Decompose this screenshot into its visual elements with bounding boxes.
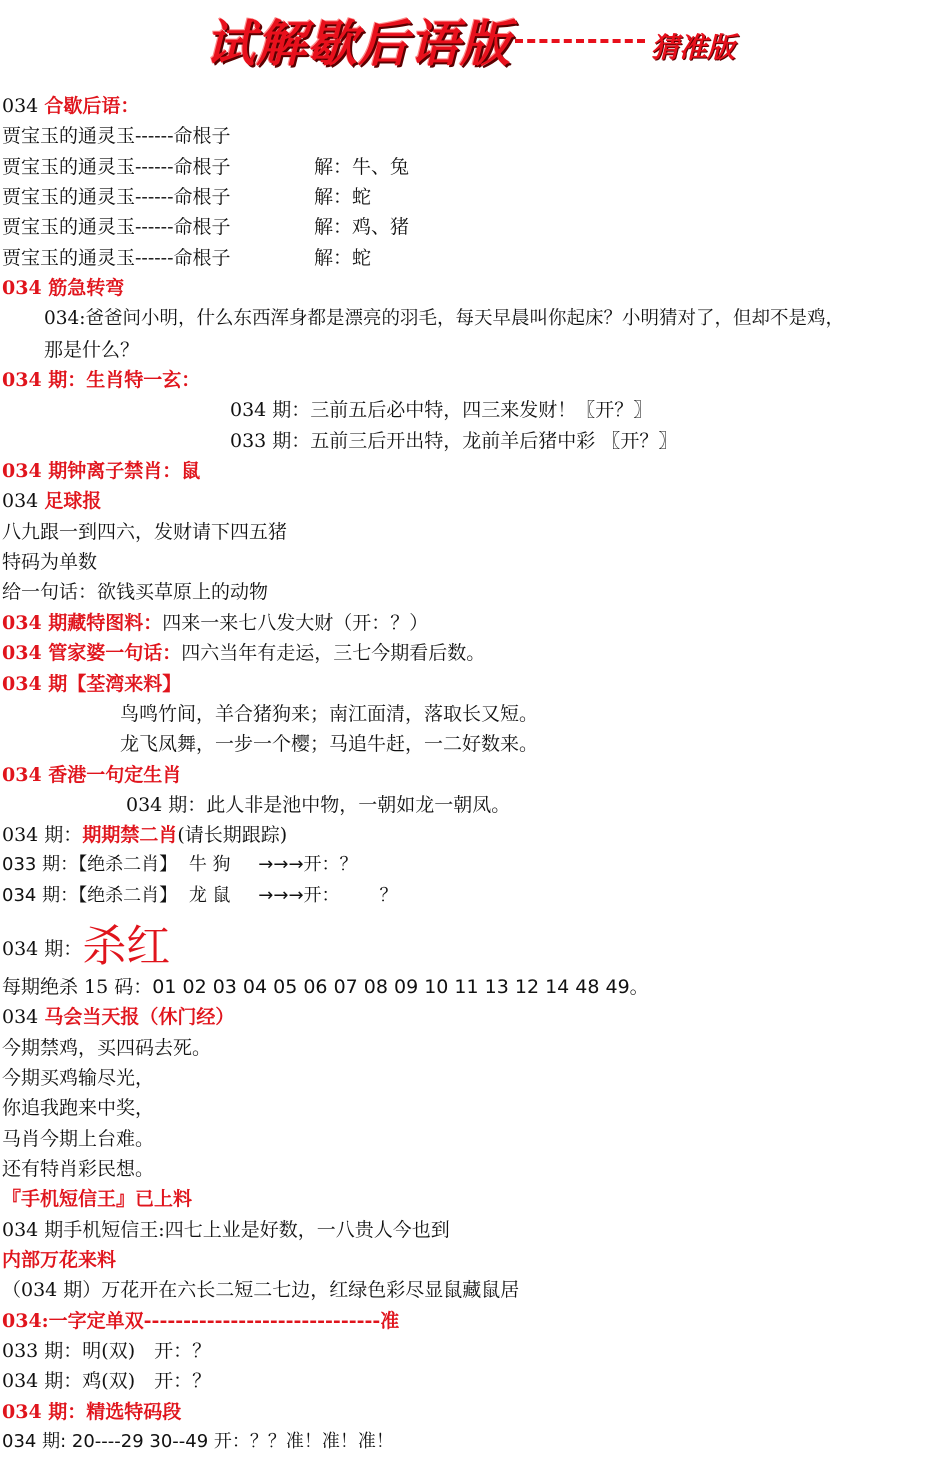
jockey-line: 今期禁鸡，买四码去死。	[2, 1037, 212, 1059]
riddle-answer: 解：蛇	[314, 247, 372, 269]
ban-two-result: ？	[379, 885, 398, 906]
section-tsuen-wan-head: 034 期【荃湾来料】	[2, 673, 182, 695]
brain-teaser-line: 那是什么？	[44, 339, 140, 361]
housekeeper-text: 四六当年有走运，三七今期看后数。	[181, 642, 486, 664]
ban-two-animals: 龙 鼠	[188, 885, 231, 906]
section-brain-teaser-head: 034 筋急转弯	[2, 277, 125, 299]
section-football-head	[2, 487, 101, 515]
ban-two-animals: 牛 狗	[188, 854, 231, 875]
head-number: 034	[2, 490, 39, 512]
head-label: 足球报	[44, 490, 102, 512]
section-jockey-head	[2, 1003, 234, 1031]
section-kill-numbers	[2, 973, 649, 1001]
head-number: 034 期：	[2, 938, 83, 960]
brain-teaser-line: 034:爸爸问小明，什么东西浑身都是漂亮的羽毛，每天早晨叫你起床？小明猜对了，但却不是鸡，	[44, 308, 845, 329]
head-label: 034 管家婆一句话：	[2, 642, 182, 664]
football-line: 特码为单数	[2, 551, 98, 573]
ban-two-prefix: 033 期：【绝杀二肖】	[2, 854, 178, 875]
head-label: 034 期藏特图料：	[2, 612, 163, 634]
jockey-line: 马肖今期上台难。	[2, 1128, 155, 1150]
riddle-answer: 解：牛、兔	[314, 156, 410, 178]
section-housekeeper	[2, 639, 485, 667]
section-riddle-head	[2, 92, 139, 120]
section-odd-even-head: 034:一字定单双------------------------------准	[2, 1310, 400, 1332]
riddle-row	[2, 244, 602, 272]
sms-line: 034 期手机短信王:四七上业是好数，一八贵人今也到	[2, 1219, 450, 1241]
riddle-answer: 解：鸡、猪	[314, 216, 410, 238]
page-title	[205, 14, 735, 74]
title-main: 试解歇后语版	[205, 15, 511, 73]
hk-line: 034 期：此人非是池中物，一朝如龙一朝凤。	[126, 794, 511, 816]
riddle-row	[2, 122, 231, 150]
section-hidden-code	[2, 609, 428, 637]
tsuen-wan-line: 鸟鸣竹间，羊合猪狗来；南江面清，落取长又短。	[120, 703, 539, 725]
zodiac-line: 034 期：三前五后必中特，四三来发财！〖开？〗	[230, 399, 653, 421]
riddle-text: 贾宝玉的通灵玉------命根子	[2, 156, 231, 178]
ban-two-result: ？	[339, 854, 358, 875]
riddle-text: 贾宝玉的通灵玉------命根子	[2, 125, 231, 147]
ban-two-prefix: 034 期：【绝杀二肖】	[2, 885, 178, 906]
title-sub: 猜准版	[651, 31, 736, 64]
title-dash-divider	[515, 39, 645, 43]
special-range-line: 034 期: 20----29 30--49 开：？？准！准！准！	[2, 1431, 394, 1452]
head-number: 034	[2, 1006, 39, 1028]
ban-two-row	[2, 882, 398, 910]
riddle-answer: 解：蛇	[314, 186, 372, 208]
head-label: 期期禁二肖	[82, 824, 178, 846]
riddle-row	[2, 213, 602, 241]
section-ban-two	[2, 821, 287, 849]
riddle-text: 贾宝玉的通灵玉------命根子	[2, 186, 231, 208]
ban-two-arrows: →→→开：	[258, 854, 340, 875]
hidden-code-text: 四来一来七八发大财（开：？）	[162, 612, 429, 634]
kill-numbers: 01 02 03 04 05 06 07 08 09 10 11 13 12 14 48 49。	[152, 976, 649, 998]
riddle-row	[2, 153, 602, 181]
section-sms-head: 『手机短信王』已上料	[2, 1188, 193, 1210]
head-label: 合歇后语：	[44, 95, 140, 117]
riddle-row	[2, 183, 602, 211]
riddle-text: 贾宝玉的通灵玉------命根子	[2, 216, 231, 238]
section-zodiac-head: 034 期：生肖特一玄：	[2, 369, 201, 391]
jockey-line: 你追我跑来中奖，	[2, 1097, 155, 1119]
head-note: (请长期跟踪)	[177, 824, 288, 846]
ban-two-arrows: →→→开：	[258, 885, 340, 906]
head-label: 马会当天报（休门经）	[44, 1006, 235, 1028]
riddle-text: 贾宝玉的通灵玉------命根子	[2, 247, 231, 269]
section-hk-head: 034 香港一句定生肖	[2, 764, 182, 786]
odd-even-row: 034 期：鸡(双) 开：？	[2, 1370, 212, 1392]
jockey-line: 还有特肖彩民想。	[2, 1158, 155, 1180]
zodiac-line: 033 期：五前三后开出特，龙前羊后猪中彩 〖开？〗	[230, 430, 678, 452]
wanhua-line: （034 期）万花开在六长二短二七边，红绿色彩尽显鼠藏鼠居	[2, 1279, 520, 1301]
head-number: 034	[2, 95, 39, 117]
section-wanhua-head: 内部万花来料	[2, 1249, 117, 1271]
head-label: 每期绝杀 15 码：	[2, 976, 153, 998]
jockey-line: 今期买鸡输尽光，	[2, 1067, 155, 1089]
tsuen-wan-line: 龙飞凤舞，一步一个樱；马追牛赶，一二好数来。	[120, 733, 539, 755]
football-line: 八九跟一到四六，发财请下四五猪	[2, 521, 288, 543]
section-zhongli-head: 034 期钟离子禁肖：鼠	[2, 460, 201, 482]
odd-even-row: 033 期：明(双) 开：？	[2, 1340, 212, 1362]
section-kill-red	[2, 922, 170, 972]
kill-red-text: 杀红	[82, 921, 171, 972]
ban-two-row	[2, 851, 358, 879]
head-number: 034 期：	[2, 824, 83, 846]
section-special-range-head: 034 期：精选特码段	[2, 1401, 182, 1423]
football-line: 给一句话：欲钱买草原上的动物	[2, 581, 269, 603]
